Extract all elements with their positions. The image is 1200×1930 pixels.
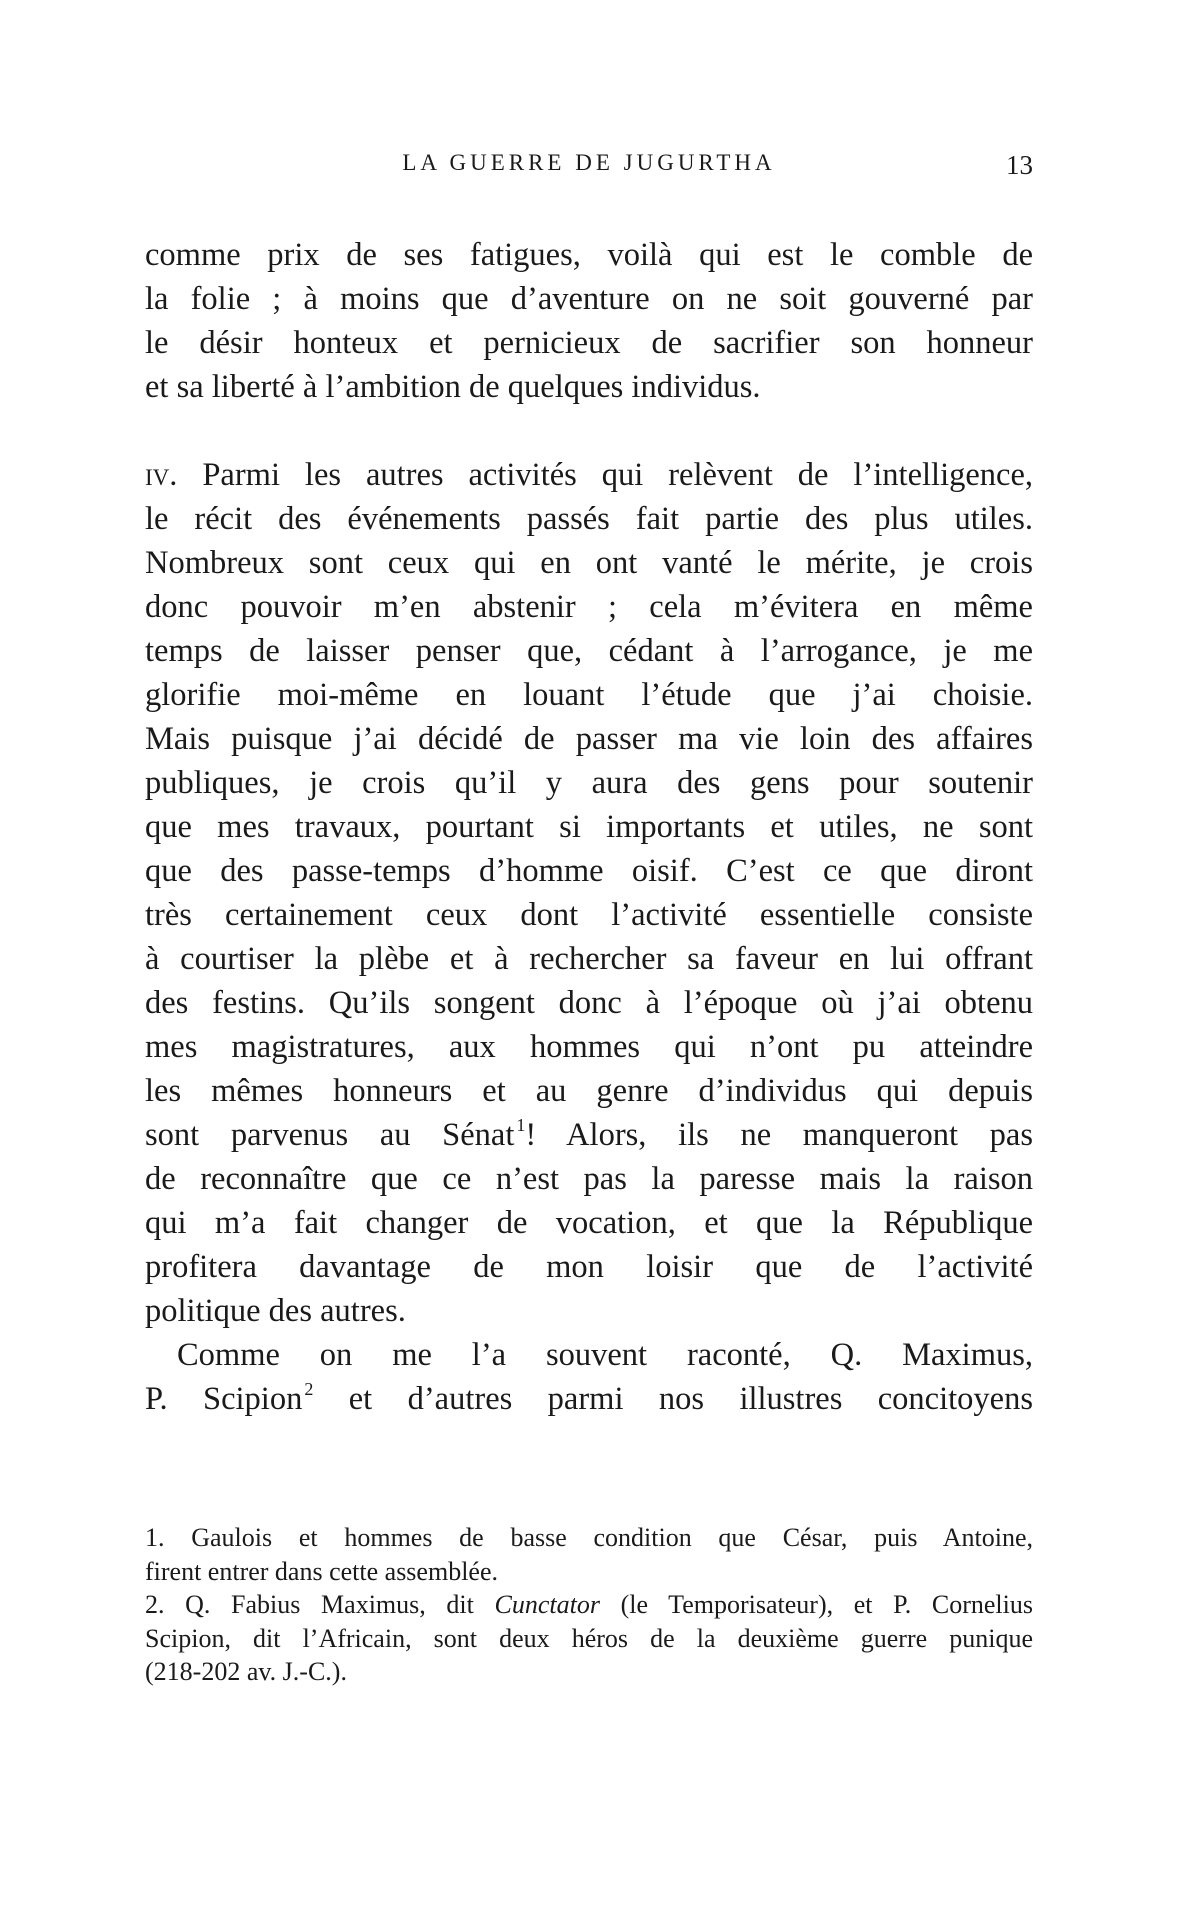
text-line: temps de laisser penser que, cédant à l’arrogance, je me xyxy=(145,633,1033,669)
footnote-line: (218-202 av. J.-C.). xyxy=(145,1657,347,1686)
footnote-ref-2[interactable]: 2 xyxy=(304,1379,314,1399)
page-number: 13 xyxy=(1006,150,1033,180)
text-line: Nombreux sont ceux qui en ont vanté le mérite, je crois xyxy=(145,545,1033,581)
text-line: que des passe-temps d’homme oisif. C’est ce que diront xyxy=(145,853,1033,889)
text-line: que mes travaux, pourtant si importants et utiles, ne sont xyxy=(145,809,1033,845)
text-line: qui m’a fait changer de vocation, et que la République xyxy=(145,1205,1033,1241)
footnote-ref-1[interactable]: 1 xyxy=(516,1115,526,1135)
footnotes xyxy=(145,1521,1033,1689)
text-line xyxy=(145,1113,1033,1157)
section-first-line: . Parmi les autres activités qui relèvent de l’intelligence, xyxy=(169,457,1033,493)
footnote-line: firent entrer dans cette assemblée. xyxy=(145,1556,498,1586)
text-line: profitera davantage de mon loisir que de l’activité xyxy=(145,1249,1033,1285)
text-segment: sont parvenus au Sénat xyxy=(145,1117,515,1153)
text-line: publiques, je crois qu’il y aura des gens pour soutenir xyxy=(145,765,1033,801)
text-line xyxy=(145,453,1033,497)
text-segment: ! Alors, ils ne manqueront pas xyxy=(525,1117,1033,1153)
text-line: donc pouvoir m’en abstenir ; cela m’évitera en même xyxy=(145,589,1033,625)
text-segment: P. Scipion xyxy=(145,1381,303,1417)
text-line: Comme on me l’a souvent raconté, Q. Maximus, xyxy=(177,1337,1033,1373)
text-segment: (le Temporisateur), et P. Cornelius xyxy=(599,1590,1033,1619)
text-line: des festins. Qu’ils songent donc à l’époque où j’ai obtenu xyxy=(145,985,1033,1021)
text-line: et sa liberté à l’ambition de quelques individus. xyxy=(145,369,761,405)
section-break xyxy=(145,409,1033,453)
text-line: mes magistratures, aux hommes qui n’ont pu atteindre xyxy=(145,1029,1033,1065)
text-line: le récit des événements passés fait partie des plus utiles. xyxy=(145,501,1033,537)
footnote-line xyxy=(145,1588,1033,1622)
text-segment: 2. Q. Fabius Maximus, dit xyxy=(145,1590,495,1619)
text-line xyxy=(145,1377,1033,1421)
text-line: les mêmes honneurs et au genre d’individus qui depuis xyxy=(145,1073,1033,1109)
text-line: Mais puisque j’ai décidé de passer ma vie loin des affaires xyxy=(145,721,1033,757)
main-text xyxy=(145,233,1033,1421)
text-line: glorifie moi-même en louant l’étude que j’ai choisie. xyxy=(145,677,1033,713)
text-line: politique des autres. xyxy=(145,1293,406,1329)
text-line: à courtiser la plèbe et à rechercher sa faveur en lui offrant xyxy=(145,941,1033,977)
italic-term: Cunctator xyxy=(494,1590,600,1619)
running-title: LA GUERRE DE JUGURTHA xyxy=(402,150,776,175)
footnote-line: Scipion, dit l’Africain, sont deux héros de la deuxième guerre punique xyxy=(145,1623,1033,1653)
text-line: comme prix de ses fatigues, voilà qui est le comble de xyxy=(145,237,1033,273)
text-line: la folie ; à moins que d’aventure on ne soit gouverné par xyxy=(145,281,1033,317)
running-head xyxy=(145,150,1033,190)
text-segment: et d’autres parmi nos illustres concitoyens xyxy=(313,1381,1033,1417)
section-numeral: iv xyxy=(145,457,170,493)
text-line: très certainement ceux dont l’activité essentielle consiste xyxy=(145,897,1033,933)
text-line: de reconnaître que ce n’est pas la paresse mais la raison xyxy=(145,1161,1033,1197)
footnote-line: 1. Gaulois et hommes de basse condition que César, puis Antoine, xyxy=(145,1523,1033,1552)
text-line: le désir honteux et pernicieux de sacrifier son honneur xyxy=(145,325,1033,361)
